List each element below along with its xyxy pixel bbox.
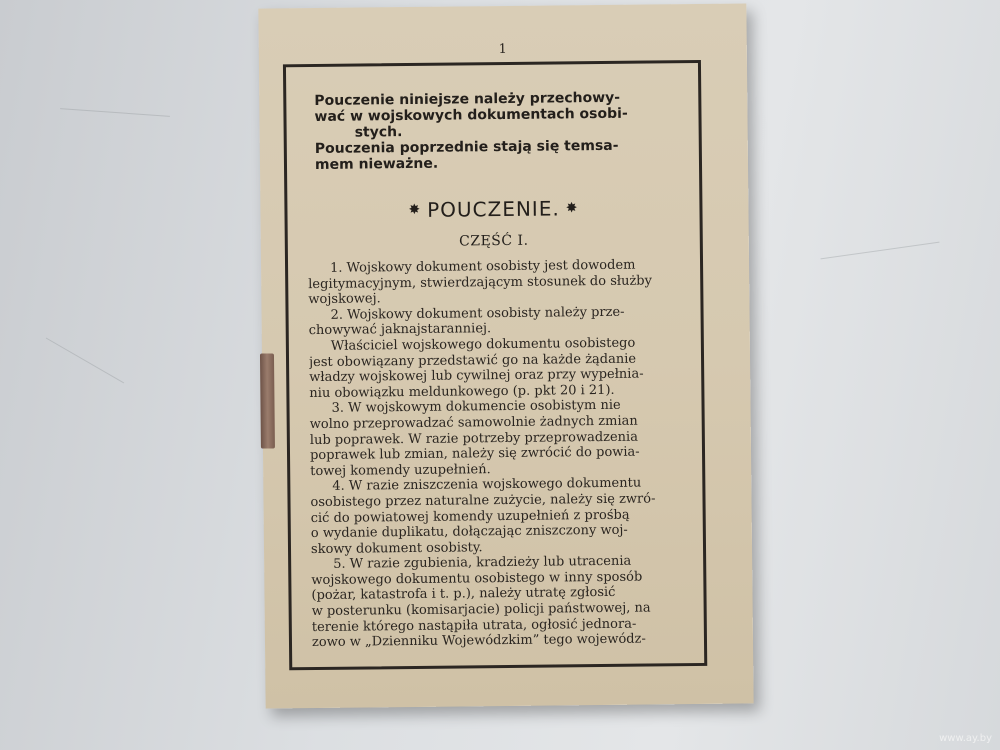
star-ornament-icon: ✸ bbox=[408, 201, 422, 219]
body-line: chowywać jaknajstaranniej. bbox=[308, 321, 492, 339]
notice-line: stych. bbox=[354, 124, 403, 141]
body-line: 4. W razie zniszczenia wojskowego dokumentu bbox=[332, 475, 642, 495]
text-frame bbox=[283, 60, 707, 670]
body-line: o wydanie duplikatu, dołączając zniszczony woj- bbox=[310, 522, 628, 542]
star-ornament-icon: ✸ bbox=[565, 200, 579, 217]
body-line: poprawek lub zmian, należy się zwrócić do powia- bbox=[309, 444, 640, 464]
background-scratch bbox=[60, 108, 170, 117]
body-line: niu obowiązku meldunkowego (p. pkt 20 i 21). bbox=[309, 382, 615, 401]
body-line: skowy dokument osobisty. bbox=[310, 539, 483, 557]
body-line: 1. Wojskowy dokument osobisty jest dowodem bbox=[329, 257, 636, 276]
notice-line: mem nieważne. bbox=[314, 155, 439, 173]
body-line: 3. W wojskowym dokumencie osobistym nie bbox=[331, 398, 621, 417]
body-line: towej komendy uzupełnień. bbox=[310, 461, 491, 479]
document-page bbox=[258, 3, 753, 708]
body-line: wojskowego dokumentu osobistego w inny sposób bbox=[311, 569, 643, 588]
body-line: cić do powiatowej komendy uzupełnień z prośbą bbox=[310, 507, 630, 526]
body-line: osobistego przez naturalne zużycie, należy się zwró- bbox=[310, 491, 656, 510]
title-text: POUCZENIE. bbox=[427, 196, 560, 222]
body-line: lub poprawek. W razie potrzeby przeprowadzenia bbox=[309, 429, 639, 448]
body-line: zowo w „Dzienniku Wojewódzkim” tego wojewódz- bbox=[311, 631, 646, 651]
body-text bbox=[308, 257, 692, 651]
body-line: władzy wojskowej lub cywilnej oraz przy wypełnia- bbox=[309, 366, 644, 386]
body-line: w posterunku (komisarjacie) policji państwowej, na bbox=[311, 600, 651, 620]
body-line: legitymacyjnym, stwierdzającym stosunek do służby bbox=[308, 273, 653, 292]
body-line: wojskowej. bbox=[308, 291, 381, 308]
body-line: 2. Wojskowy dokument osobisty należy prze- bbox=[330, 304, 625, 323]
notice-line: Pouczenie niniejsze należy przechowy- bbox=[314, 89, 621, 109]
notice-line: Pouczenia poprzednie stają się temsa- bbox=[314, 137, 619, 157]
section-heading: CZĘŚĆ I. bbox=[459, 232, 529, 250]
page-number: 1 bbox=[498, 41, 508, 58]
document-title bbox=[287, 195, 699, 223]
watermark: www.ay.by bbox=[939, 733, 992, 744]
body-line: wolno przeprowadzać samowolnie żadnych zmian bbox=[309, 413, 638, 432]
body-line: 5. W razie zgubienia, kradzieży lub utracenia bbox=[333, 553, 632, 573]
background-scratch bbox=[821, 242, 940, 260]
notice-line: wać w wojskowych dokumentach osobi- bbox=[314, 105, 628, 125]
background-scratch bbox=[46, 338, 124, 384]
body-line: (pożar, katastrofa i t. p.), należy utratę zgłosić bbox=[311, 585, 616, 604]
body-line: terenie którego nastąpiła utrata, ogłosić jednora- bbox=[311, 616, 637, 635]
body-line: jest obowiązany przedstawić go na każde żądanie bbox=[308, 351, 637, 370]
notice-block bbox=[314, 89, 685, 173]
staple bbox=[260, 353, 275, 448]
body-line: Właściciel wojskowego dokumentu osobistego bbox=[330, 335, 636, 354]
